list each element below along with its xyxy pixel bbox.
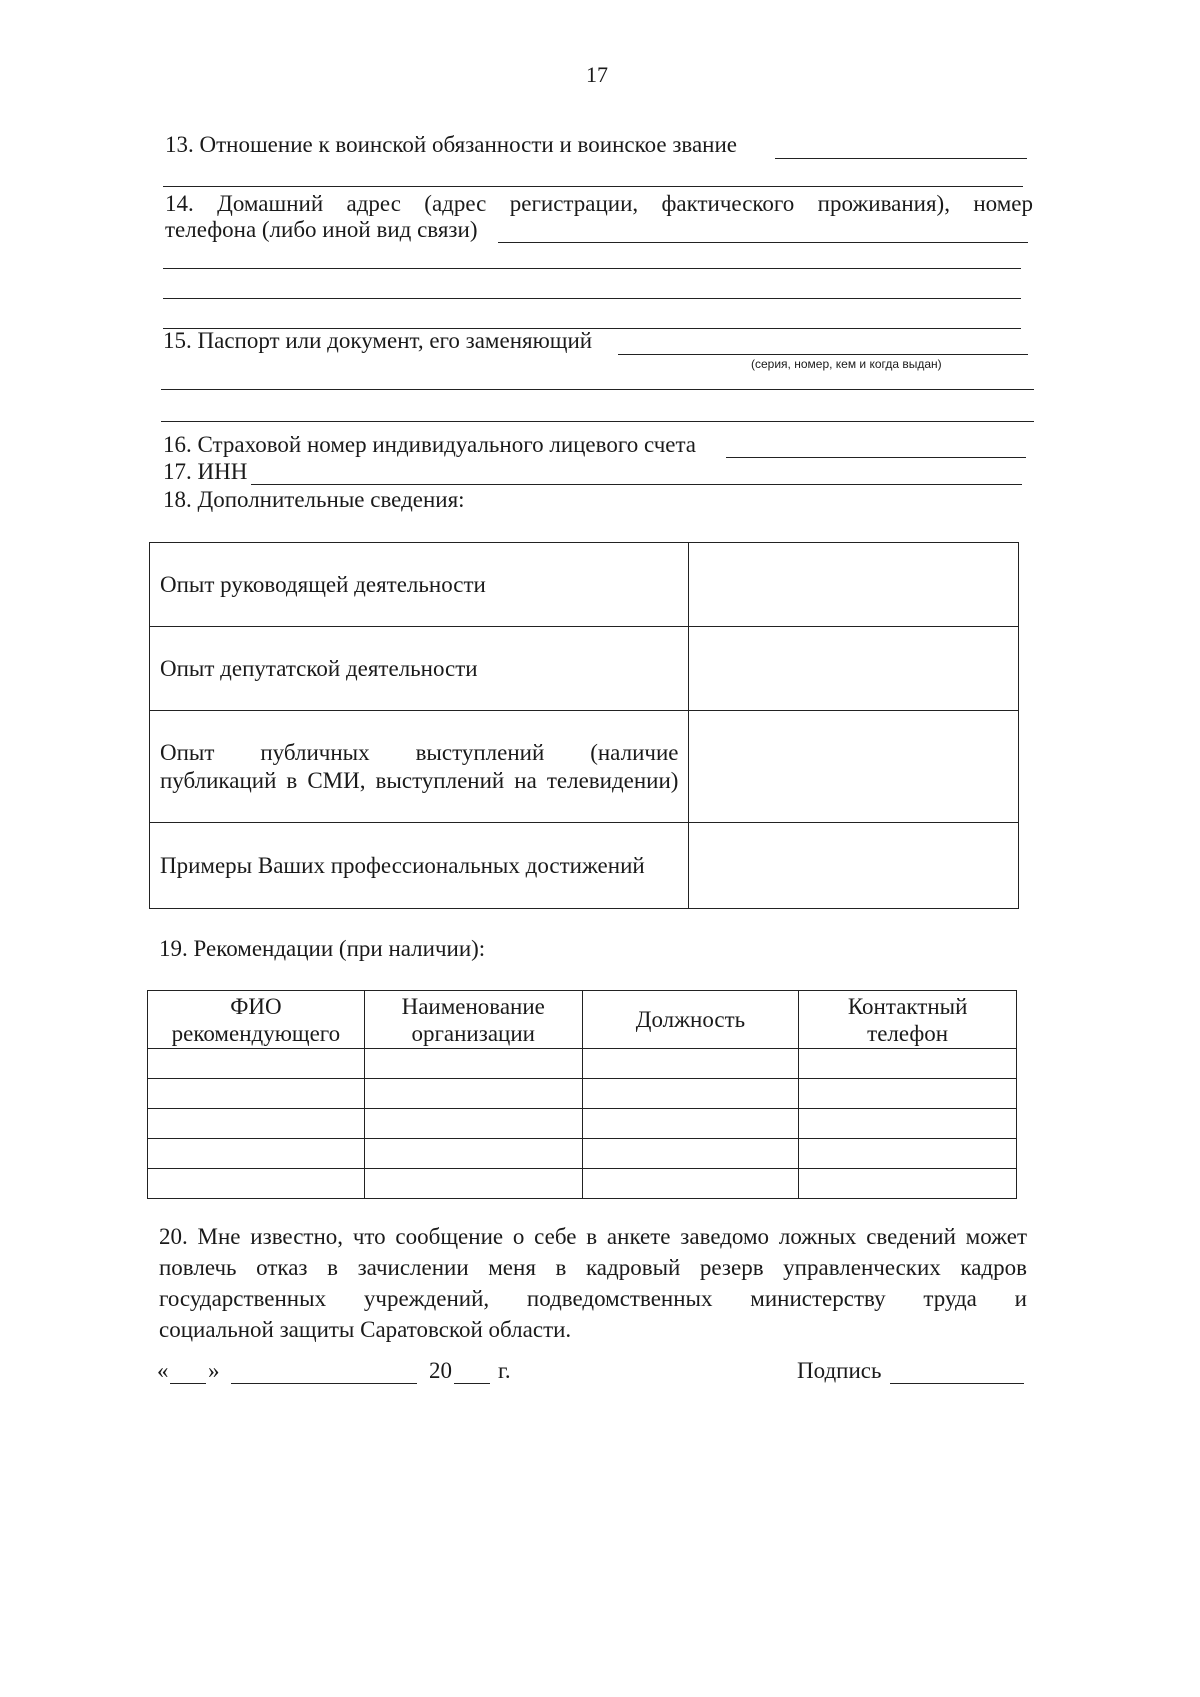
row-label-deputy: Опыт депутатской деятельности	[160, 655, 478, 681]
column-header-organization	[364, 991, 582, 1049]
page-number: 17	[586, 62, 608, 87]
additional-info-value[interactable]	[689, 823, 1019, 909]
date-year-suffix: г.	[498, 1358, 511, 1383]
item19-label: 19. Рекомендации (при наличии):	[159, 936, 486, 961]
table-cell[interactable]	[799, 1109, 1017, 1139]
signature-label: Подпись	[797, 1358, 882, 1383]
table-cell[interactable]	[582, 1169, 799, 1199]
header-line: Должность	[635, 1007, 746, 1032]
signature-field[interactable]	[890, 1383, 1024, 1384]
additional-info-label	[150, 711, 689, 823]
table-cell[interactable]	[799, 1139, 1017, 1169]
header-line: телефон	[867, 1020, 949, 1046]
table-row	[150, 627, 1019, 711]
statement-line: повлечь отказ в зачислении меня в кадровый резерв управленческих кадров	[159, 1255, 1027, 1280]
table-cell[interactable]	[799, 1079, 1017, 1109]
table-cell[interactable]	[582, 1109, 799, 1139]
item16-label: 16. Страховой номер индивидуального лицевого счета	[163, 432, 697, 457]
item15-label: 15. Паспорт или документ, его заменяющий	[163, 328, 593, 353]
item13-field-extra-line[interactable]	[163, 186, 1023, 187]
item15-field[interactable]	[618, 354, 1028, 355]
item13-label: 13. Отношение к воинской обязанности и воинское звание	[165, 132, 738, 157]
table-cell[interactable]	[364, 1169, 582, 1199]
table-row	[150, 711, 1019, 823]
table-row	[148, 1109, 1017, 1139]
table-cell[interactable]	[582, 1049, 799, 1079]
additional-info-value[interactable]	[689, 543, 1019, 627]
item14-field[interactable]	[498, 242, 1028, 243]
item18-label: 18. Дополнительные сведения:	[163, 487, 465, 512]
additional-info-value[interactable]	[689, 711, 1019, 823]
date-month-field[interactable]	[231, 1383, 417, 1384]
item17-label: 17. ИНН	[163, 459, 248, 484]
additional-info-value[interactable]	[689, 627, 1019, 711]
additional-info-label	[150, 543, 689, 627]
table-cell[interactable]	[582, 1139, 799, 1169]
date-close-quote: »	[208, 1358, 220, 1383]
table-cell[interactable]	[582, 1079, 799, 1109]
row-label-management: Опыт руководящей деятельности	[160, 571, 486, 597]
table-cell[interactable]	[148, 1079, 365, 1109]
table-cell[interactable]	[364, 1079, 582, 1109]
item15-hint: (серия, номер, кем и когда выдан)	[751, 357, 942, 371]
table-cell[interactable]	[148, 1169, 365, 1199]
table-row	[148, 1139, 1017, 1169]
table-row	[148, 1169, 1017, 1199]
table-cell[interactable]	[799, 1049, 1017, 1079]
statement-line: 20. Мне известно, что сообщение о себе в анкете заведомо ложных сведений может	[159, 1224, 1027, 1249]
item15-field-line3[interactable]	[161, 421, 1034, 422]
date-open-quote: «	[157, 1358, 169, 1383]
row-label-achievements: Примеры Ваших профессиональных достижений	[160, 852, 645, 878]
date-year-field[interactable]	[454, 1383, 490, 1384]
item20-statement	[159, 1221, 1027, 1345]
item15-field-line2[interactable]	[161, 389, 1034, 390]
table-cell[interactable]	[148, 1139, 365, 1169]
item14-label-line2: телефона (либо иной вид связи)	[165, 217, 478, 242]
table-row	[150, 543, 1019, 627]
date-day-field[interactable]	[170, 1383, 206, 1384]
table-cell[interactable]	[364, 1049, 582, 1079]
table-cell[interactable]	[364, 1139, 582, 1169]
recommendations-table	[147, 990, 1017, 1199]
row-label-public-speaking: Опыт публичных выступлений (наличие публикаций в СМИ, выступлений на телевидении)	[160, 739, 679, 793]
column-header-position	[582, 991, 799, 1049]
column-header-fio	[148, 991, 365, 1049]
table-cell[interactable]	[364, 1109, 582, 1139]
item17-field[interactable]	[251, 484, 1022, 485]
table-row	[148, 1079, 1017, 1109]
header-line: организации	[411, 1020, 535, 1046]
additional-info-label	[150, 627, 689, 711]
table-row	[150, 823, 1019, 909]
item16-field[interactable]	[726, 457, 1026, 458]
header-line: Наименование	[401, 993, 545, 1019]
item13-field[interactable]	[775, 158, 1027, 159]
statement-line: социальной защиты Саратовской области.	[159, 1317, 572, 1342]
item14-label-line1: 14. Домашний адрес (адрес регистрации, фактического проживания), номер	[165, 191, 1033, 216]
column-header-phone	[799, 991, 1017, 1049]
additional-info-table	[149, 542, 1019, 909]
table-header-row	[148, 991, 1017, 1049]
additional-info-label	[150, 823, 689, 909]
table-cell[interactable]	[148, 1049, 365, 1079]
table-cell[interactable]	[148, 1109, 365, 1139]
header-line: Контактный	[847, 993, 968, 1019]
table-row	[148, 1049, 1017, 1079]
item14-field-line3[interactable]	[163, 298, 1021, 299]
header-line: ФИО	[230, 993, 282, 1019]
statement-line: государственных учреждений, подведомственных министерству труда и	[159, 1286, 1027, 1311]
table-cell[interactable]	[799, 1169, 1017, 1199]
header-line: рекомендующего	[171, 1020, 341, 1046]
item14-field-line2[interactable]	[163, 268, 1021, 269]
date-year-prefix: 20	[429, 1358, 452, 1383]
